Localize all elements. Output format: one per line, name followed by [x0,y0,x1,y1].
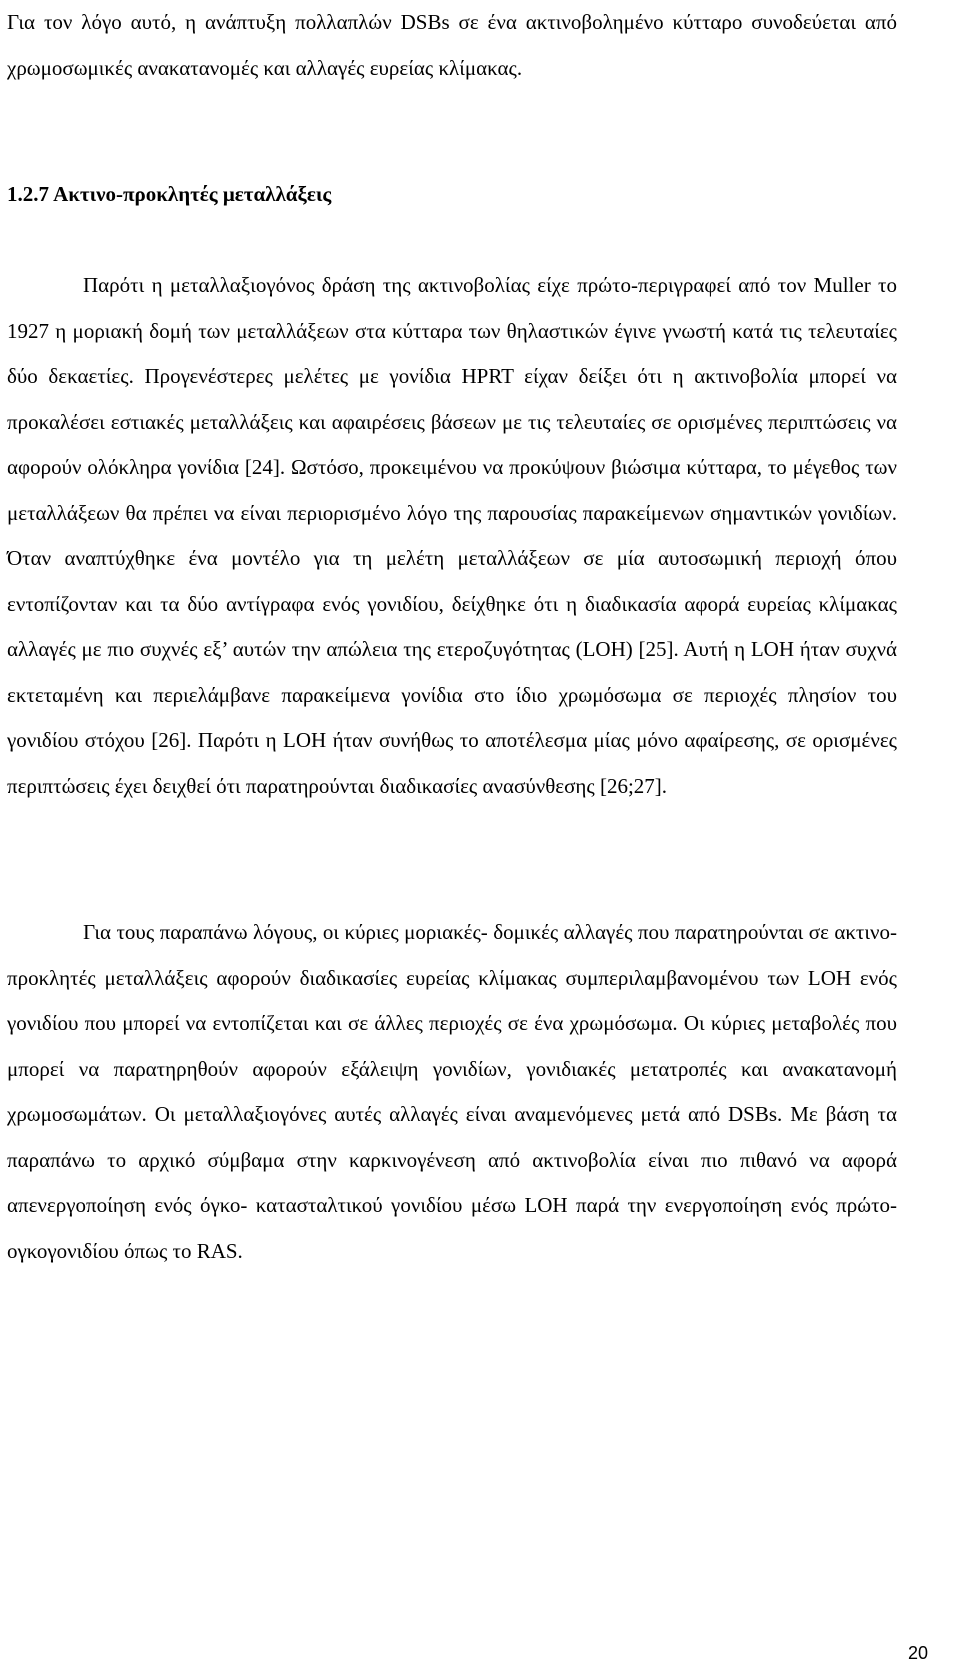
intro-paragraph: Για τον λόγο αυτό, η ανάπτυξη πολλαπλών DSBs σε ένα ακτινοβολημένο κύτταρο συνοδεύεται από χρωμοσωμικές ανακατανομές και αλλαγές ευρείας κλίμακας. [7,10,897,80]
body-paragraph-2: Για τους παραπάνω λόγους, οι κύριες μοριακές- δομικές αλλαγές που παρατηρούνται σε ακτινο-προκλητές μεταλλάξεις αφορούν διαδικασίες ευρείας κλίμακας συμπεριλαμβανομένου των LOH ενός γονιδίου που μπορεί να εντοπίζεται και σε άλλες περιοχές σε ένα χρωμόσωμα. Οι κύριες μεταβολές που μπορεί να παρατηρηθούν αφορούν εξάλειψη γονιδίων, γονιδιακές μετατροπές και ανακατανομή χρωμοσωμάτων. Οι μεταλλαξιογόνες αυτές αλλαγές είναι αναμενόμενες μετά από DSBs. Με βάση τα παραπάνω το αρχικό σύμβαμα στην καρκινογένεση από ακτινοβολία είναι πιο πιθανό να αφορά απενεργοποίηση ενός όγκο- κατασταλτικού γονιδίου μέσω LOH παρά την ενεργοποίηση ενός πρώτο-ογκογονιδίου όπως το RAS. [7,920,897,1263]
body-paragraph-1: Παρότι η μεταλλαξιογόνος δράση της ακτινοβολίας είχε πρώτο-περιγραφεί από τον Muller το 1927 η μοριακή δομή των μεταλλάξεων στα κύτταρα των θηλαστικών έγινε γνωστή κατά τις τελευταίες δύο δεκαετίες. Προγενέστερες μελέτες με γονίδια HPRT είχαν δείξει ότι η ακτινοβολία μπορεί να προκαλέσει εστιακές μεταλλάξεις και αφαιρέσεις βάσεων με τις τελευταίες σε ορισμένες περιπτώσεις να αφορούν ολόκληρα γονίδια [24]. Ωστόσο, προκειμένου να προκύψουν βιώσιμα κύτταρα, το μέγεθος των μεταλλάξεων θα πρέπει να είναι περιορισμένο λόγο της παρουσίας παρακείμενων σημαντικών γονιδίων. Όταν αναπτύχθηκε ένα μοντέλο για τη μελέτη μεταλλάξεων σε μία αυτοσωμική περιοχή όπου εντοπίζονταν και τα δύο αντίγραφα ενός γονιδίου, δείχθηκε ότι η διαδικασία αφορά ευρείας κλίμακας αλλαγές με πιο συχνές εξ’ αυτών την απώλεια της ετεροζυγότητας (LOH) [25]. Αυτή η LOH ήταν συχνά εκτεταμένη και περιελάμβανε παρακείμενα γονίδια στο ίδιο χρωμόσωμα σε περιοχές πλησίον του γονιδίου στόχου [26]. Παρότι η LOH ήταν συνήθως το αποτέλεσμα μίας μόνο αφαίρεσης, σε ορισμένες περιπτώσεις έχει δειχθεί ότι παρατηρούνται διαδικασίες ανασύνθεσης [26;27]. [7,273,897,798]
page-number: 20 [907,1643,928,1663]
section-heading: 1.2.7 Ακτινο-προκλητές μεταλλάξεις [7,182,332,206]
